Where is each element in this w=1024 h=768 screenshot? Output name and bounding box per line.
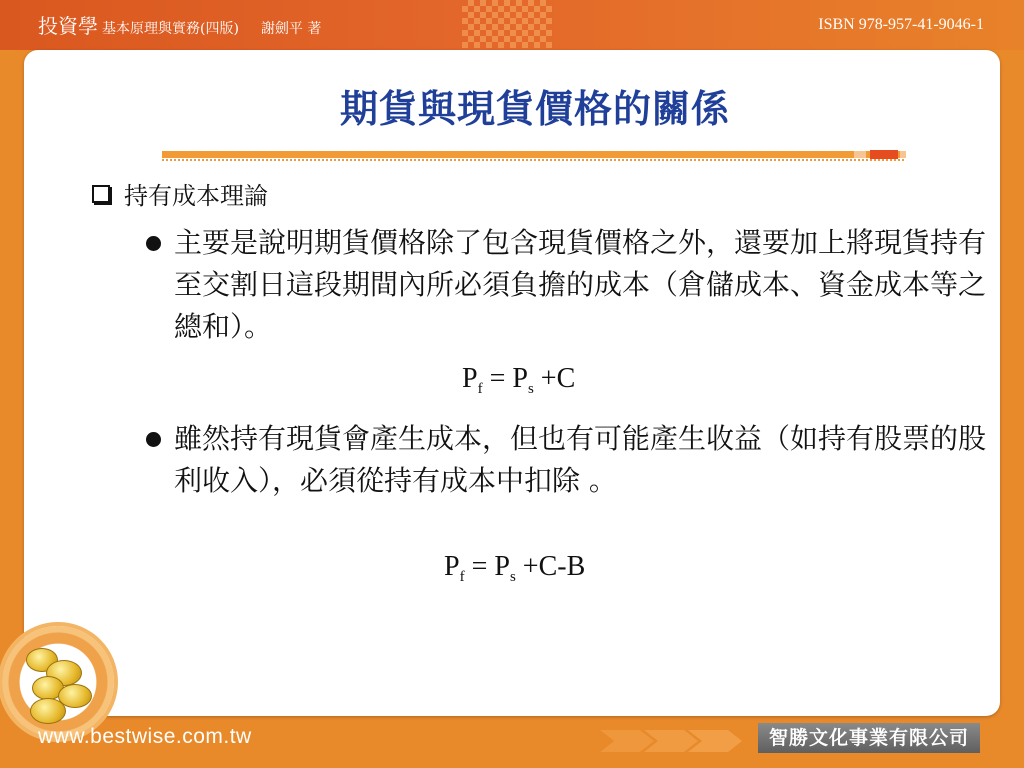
bullet-text: 雖然持有現貨會產生成本，但也有可能產生收益（如持有股票的股利收入），必須從持有成本中扣除 。 (174, 422, 987, 497)
book-title (38, 10, 321, 39)
book-title-main: 投資學 (38, 14, 98, 38)
bullet-item (146, 418, 986, 502)
header-band (0, 0, 1024, 50)
formula-subscript: f (477, 381, 483, 397)
formula-term: P (494, 551, 510, 582)
formula-term: P (444, 551, 460, 582)
title-divider (162, 151, 906, 161)
formula-term: P (512, 363, 528, 394)
book-subtitle: 基本原理與實務(四版) (102, 21, 239, 37)
publisher-badge: 智勝文化事業有限公司 (758, 723, 980, 753)
formula-term: +C (540, 363, 576, 394)
checker-pattern (462, 0, 552, 48)
isbn: ISBN 978-957-41-9046-1 (818, 16, 984, 33)
formula-term: P (462, 363, 478, 394)
bullet-item (146, 222, 986, 348)
book-author: 謝劍平 著 (260, 21, 322, 37)
website-link[interactable]: www.bestwise.com.tw (38, 725, 252, 748)
section-heading (92, 176, 268, 211)
section-heading-text: 持有成本理論 (124, 182, 268, 210)
bullet-dot-icon (146, 432, 161, 447)
bullet-dot-icon (146, 236, 161, 251)
checkbox-bullet-icon (92, 185, 110, 203)
formula-operator: = (471, 551, 488, 582)
coins-decoration-icon (2, 626, 114, 738)
formula-subscript: s (509, 569, 516, 585)
formula-subscript: s (527, 381, 534, 397)
bullet-text: 主要是說明期貨價格除了包含現貨價格之外，還要加上將現貨持有至交割日這段期間內所必須負擔的成本（倉儲成本、資金成本等之總和）。 (174, 226, 987, 343)
formula-carry-cost (462, 363, 575, 398)
formula-operator: = (489, 363, 506, 394)
arrows-decoration-icon (600, 722, 750, 760)
formula-term: +C-B (522, 551, 586, 582)
formula-subscript: f (459, 569, 465, 585)
formula-carry-cost-benefit (444, 551, 585, 586)
slide-title: 期貨與現貨價格的關係 (339, 87, 730, 131)
